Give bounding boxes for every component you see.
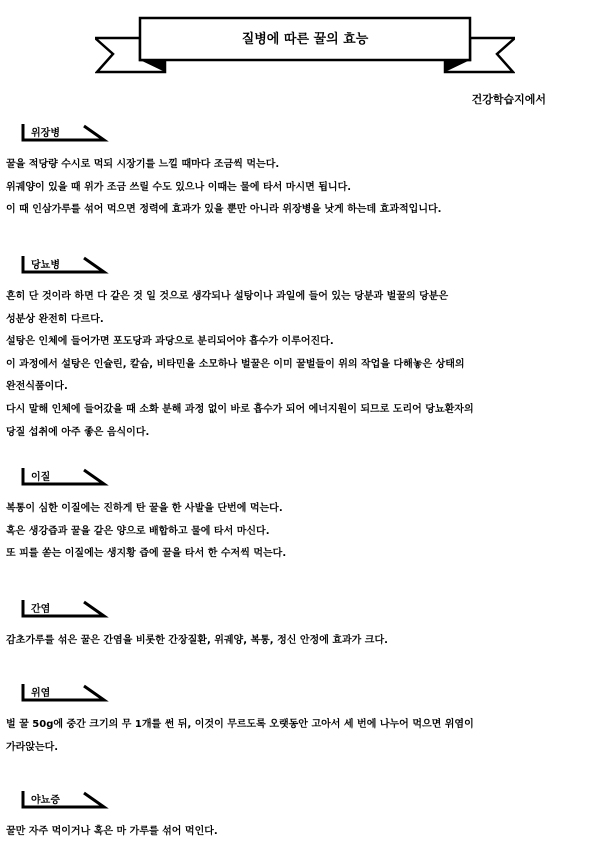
corner-bracket-icon	[14, 122, 109, 146]
body-line: 벌 꿀 50g에 중간 크기의 무 1개를 썬 뒤, 이것이 무르도록 오랫동안 고아서 세 번에 나누어 먹으면 위염이	[6, 719, 474, 730]
section-enuresis	[0, 789, 600, 844]
body-line: 당질 섭취에 아주 좋은 음식이다.	[6, 426, 150, 438]
corner-bracket-icon	[14, 598, 109, 622]
source-credit: 건강학습지에서	[471, 93, 546, 106]
body-line: 다시 말해 인체에 들어갔을 때 소화 분해 과정 없이 바로 흡수가 되어 에너지원이 되므로 도리어 당뇨환자의	[6, 403, 474, 415]
body-line: 혹은 생강즙과 꿀을 같은 양으로 배합하고 물에 타서 마신다.	[6, 525, 270, 537]
body-line: 가라앉는다.	[6, 741, 59, 753]
section-gastritis	[0, 682, 600, 759]
section-stomach	[0, 122, 600, 222]
body-line: 완전식품이다.	[6, 381, 68, 393]
corner-bracket-icon	[14, 466, 109, 490]
body-line: 위궤양이 있을 때 위가 조금 쓰릴 수도 있으나 이때는 물에 타서 마시면 됩니다.	[6, 181, 352, 193]
section-heading: 간염	[31, 604, 51, 615]
section-diabetes	[0, 254, 600, 444]
section-hepatitis	[0, 598, 600, 653]
body-line: 꿀만 자주 먹이거나 혹은 마 가루를 섞어 먹인다.	[6, 826, 218, 837]
corner-bracket-icon	[14, 789, 109, 813]
section-heading: 위장병	[31, 128, 60, 139]
body-line: 꿀을 적당량 수시로 먹되 시장기를 느낄 때마다 조금씩 먹는다.	[6, 159, 280, 170]
section-heading: 야뇨증	[31, 795, 60, 806]
body-line: 성분상 완전히 다르다.	[6, 313, 104, 325]
section-header	[14, 466, 109, 490]
section-body	[0, 498, 600, 566]
body-line: 이 때 인삼가루를 섞어 먹으면 정력에 효과가 있을 뿐만 아니라 위장병을 낫게 하는데 효과적입니다.	[6, 204, 442, 216]
body-line: 흔히 단 것이라 하면 다 같은 것 일 것으로 생각되나 설탕이나 과일에 들어 있는 당분과 벌꿀의 당분은	[6, 291, 449, 302]
section-heading: 이질	[31, 472, 51, 483]
body-line: 또 피를 쏟는 이질에는 생지황 즙에 꿀을 타서 한 수저씩 먹는다.	[6, 548, 287, 560]
section-header	[14, 682, 109, 706]
section-dysentery	[0, 466, 600, 566]
section-header	[14, 789, 109, 813]
page-title: 질병에 따른 꿀의 효능	[241, 31, 369, 47]
section-body	[0, 154, 600, 222]
section-header	[14, 598, 109, 622]
section-heading: 위염	[31, 688, 51, 699]
body-line: 감초가루를 섞은 꿀은 간염을 비롯한 간장질환, 위궤양, 복통, 정신 안정에 효과가 크다.	[6, 635, 388, 646]
section-body	[0, 630, 600, 653]
section-header	[14, 254, 109, 278]
section-heading: 당뇨병	[31, 260, 60, 271]
section-header	[14, 122, 109, 146]
corner-bracket-icon	[14, 254, 109, 278]
title-banner	[95, 12, 515, 82]
body-line: 이 과정에서 설탕은 인슐린, 칼슘, 비타민을 소모하나 벌꿀은 이미 꿀벌들이 위의 작업을 다해놓은 상태의	[6, 358, 465, 370]
section-body	[0, 286, 600, 444]
body-line: 복통이 심한 이질에는 진하게 탄 꿀을 한 사발을 단번에 먹는다.	[6, 503, 283, 514]
section-body	[0, 714, 600, 759]
body-line: 설탕은 인체에 들어가면 포도당과 과당으로 분리되어야 흡수가 이루어진다.	[6, 336, 334, 348]
corner-bracket-icon	[14, 682, 109, 706]
section-body	[0, 821, 600, 844]
